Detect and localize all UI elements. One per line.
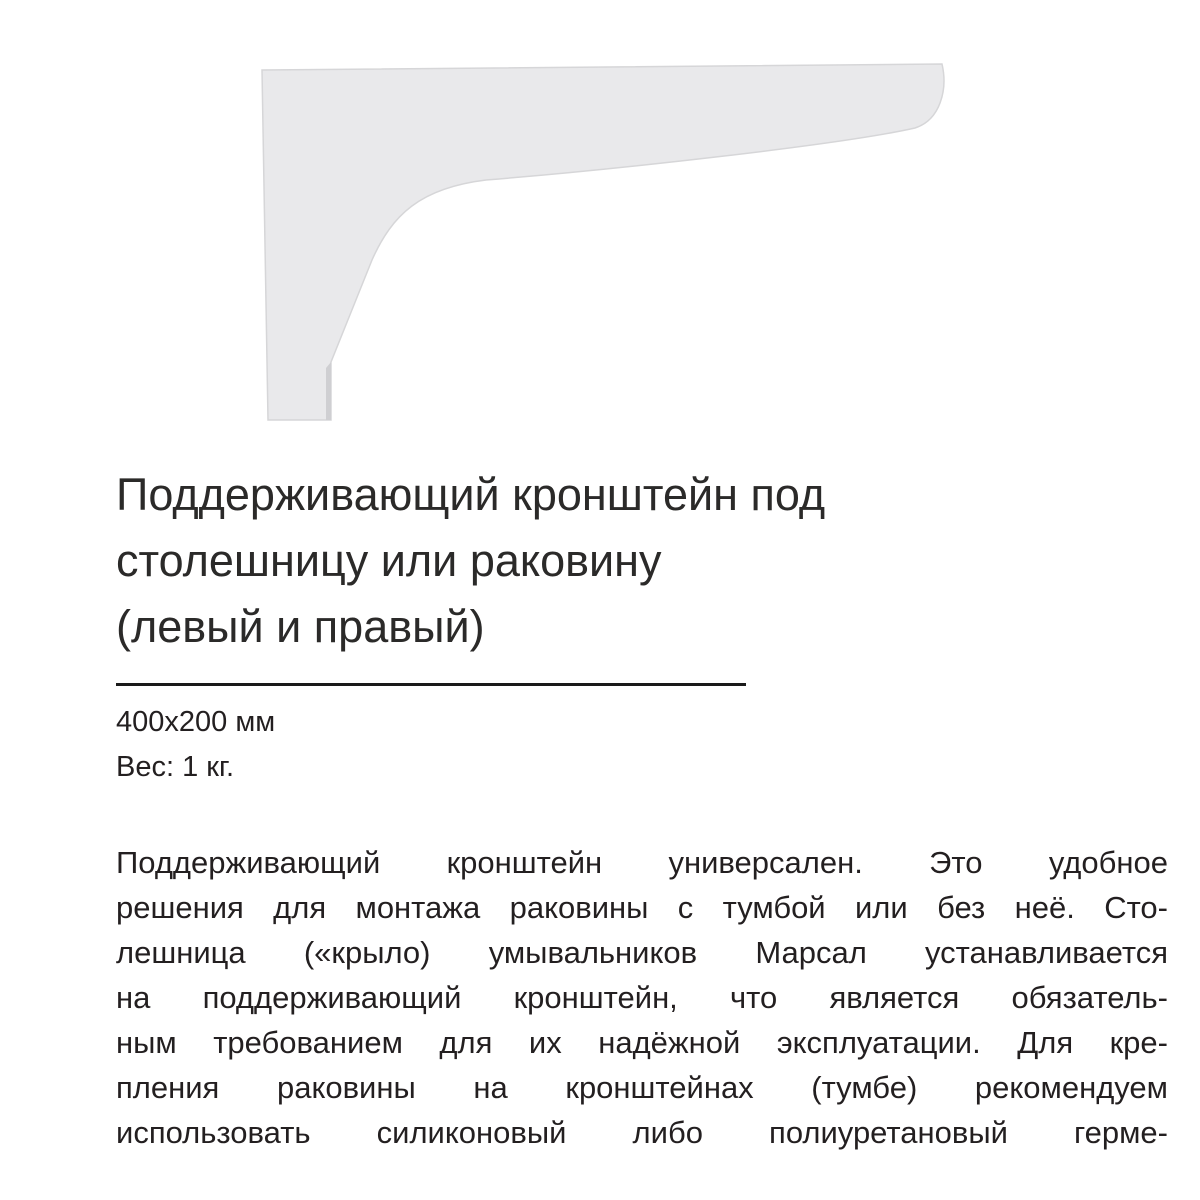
dimensions-text: 400x200 мм <box>116 706 276 738</box>
product-specs <box>116 700 275 790</box>
description-line: использовать силиконовый либо полиуретановый герме- <box>116 1115 1168 1150</box>
bracket-edge-shadow <box>326 362 331 420</box>
description-line: пления раковины на кронштейнах (тумбе) рекомендуем <box>116 1070 1168 1105</box>
title-line: Поддерживающий кронштейн под <box>116 469 826 520</box>
product-description <box>116 840 1168 1155</box>
title-divider <box>116 683 746 686</box>
description-line: на поддерживающий кронштейн, что является обязатель- <box>116 980 1168 1015</box>
description-line: лешница («крыло) умывальников Марсал устанавливается <box>116 935 1168 970</box>
bracket-shape <box>262 64 944 420</box>
page-title <box>116 462 1116 660</box>
description-line: ным требованием для их надёжной эксплуатации. Для кре- <box>116 1025 1168 1060</box>
title-line: столешницу или раковину <box>116 535 662 586</box>
bracket-image <box>0 0 1200 440</box>
description-line: решения для монтажа раковины с тумбой или без неё. Сто- <box>116 890 1168 925</box>
title-line: (левый и правый) <box>116 601 485 652</box>
description-line: Поддерживающий кронштейн универсален. Это удобное <box>116 845 1168 880</box>
weight-text: Вес: 1 кг. <box>116 751 235 783</box>
